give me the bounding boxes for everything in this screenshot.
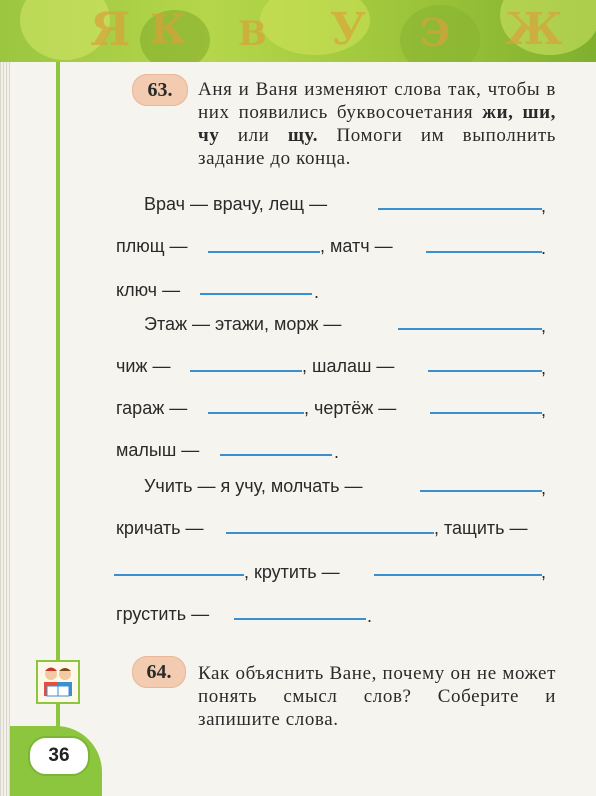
punctuation: .: [367, 606, 373, 626]
punctuation: ,: [541, 316, 547, 336]
pair-work-icon: [36, 660, 80, 704]
answer-blank[interactable]: [114, 574, 244, 576]
answer-blank[interactable]: [208, 251, 320, 253]
exercise-line-10-mid: , крутить —: [244, 562, 340, 582]
answer-blank[interactable]: [220, 454, 332, 456]
punctuation: ,: [541, 196, 547, 216]
exercise-line-8: Учить — я учу, молчать —: [144, 476, 363, 496]
page-number: 36: [28, 736, 90, 776]
task-63-text: Аня и Ваня изменяют слова так, чтобы в них появились буквосочетания жи, ши, чу или щу. Помоги им выполнить задание до конца.: [198, 79, 556, 169]
punctuation: .: [314, 282, 320, 302]
punctuation: .: [334, 442, 340, 462]
exercise-line-2-start: плющ —: [116, 236, 188, 256]
banner-letter: К: [150, 6, 187, 53]
exercise-line-9-start: кричать —: [116, 518, 204, 538]
exercise-line-6-start: гараж —: [116, 398, 188, 418]
exercise-line-4: Этаж — этажи, морж —: [144, 314, 342, 334]
task-64-text: Как объяснить Ване, почему он не может понять смысл слов? Соберите и запишите слова.: [198, 663, 556, 730]
decorative-banner: [0, 0, 596, 62]
margin-rule: [56, 62, 60, 752]
answer-blank[interactable]: [426, 251, 542, 253]
answer-blank[interactable]: [378, 208, 542, 210]
exercise-line-7: малыш —: [116, 440, 200, 460]
exercise-line-5-start: чиж —: [116, 356, 171, 376]
exercise-line-5-mid: , шалаш —: [302, 356, 395, 376]
answer-blank[interactable]: [226, 532, 434, 534]
answer-blank[interactable]: [398, 328, 542, 330]
banner-letter: У: [330, 4, 366, 55]
answer-blank[interactable]: [234, 618, 366, 620]
punctuation: .: [541, 238, 547, 258]
banner-letter: В: [238, 14, 267, 54]
punctuation: ,: [541, 562, 547, 582]
banner-letter: Ж: [505, 4, 563, 55]
banner-letter: Я: [90, 2, 131, 56]
answer-blank[interactable]: [420, 490, 542, 492]
exercise-line-6-mid: , чертёж —: [304, 398, 397, 418]
answer-blank[interactable]: [428, 370, 542, 372]
exercise-line-11: грустить —: [116, 604, 210, 624]
exercise-line-3: ключ —: [116, 280, 181, 300]
answer-blank[interactable]: [200, 293, 312, 295]
answer-blank[interactable]: [208, 412, 304, 414]
exercise-line-2-mid: , матч —: [320, 236, 393, 256]
banner-letter: Э: [420, 10, 451, 55]
punctuation: ,: [541, 400, 547, 420]
exercise-line-1: Врач — врачу, лещ —: [144, 194, 328, 214]
punctuation: ,: [541, 358, 547, 378]
task-63-number: 63.: [132, 74, 188, 106]
answer-blank[interactable]: [374, 574, 542, 576]
answer-blank[interactable]: [190, 370, 302, 372]
task-64-number: 64.: [132, 656, 186, 688]
punctuation: ,: [541, 478, 547, 498]
exercise-line-9-mid: , тащить —: [434, 518, 528, 538]
page-edge: [0, 0, 10, 796]
answer-blank[interactable]: [430, 412, 542, 414]
